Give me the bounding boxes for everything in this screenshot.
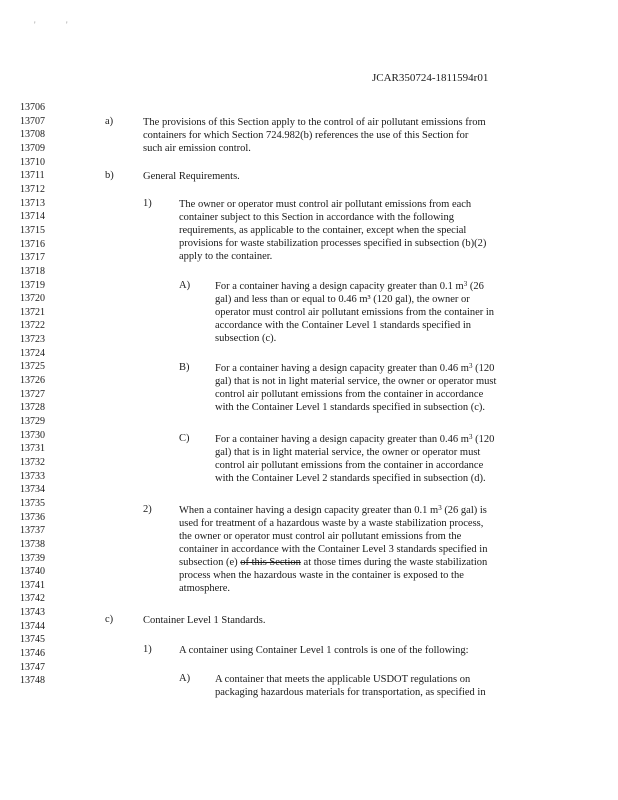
section-b2-text-line: atmosphere.: [179, 583, 231, 594]
section-b1a-text-line: gal) and less than or equal to 0.46 m³ (120 gal), the owner or: [215, 294, 470, 305]
line-number: 13737: [20, 525, 45, 537]
line-number: 13708: [20, 129, 45, 141]
line-number: 13720: [20, 293, 45, 305]
line-number: 13740: [20, 566, 45, 578]
line-number: 13728: [20, 402, 45, 414]
line-number: 13742: [20, 593, 45, 605]
section-c-label: c): [105, 614, 114, 625]
section-b1-label: 1): [143, 198, 152, 209]
line-number: 13747: [20, 661, 45, 673]
line-number: 13729: [20, 415, 45, 427]
section-a-text-line: containers for which Section 724.982(b) references the use of this Section for: [143, 130, 469, 141]
section-b1b-text-line: with the Container Level 1 standards specified in subsection (c).: [215, 402, 486, 413]
section-b1-text-line: The owner or operator must control air pollutant emissions from each: [179, 199, 472, 210]
line-number: 13711: [20, 170, 45, 182]
section-b1c-text-line: gal) that is in light material service, the owner or operator must: [215, 447, 481, 458]
section-c-title: Container Level 1 Standards.: [143, 615, 266, 626]
section-b2-text-line: When a container having a design capacity greater than 0.1 $m^3$ (26 gal) is: [179, 504, 487, 516]
line-number: 13724: [20, 347, 45, 359]
line-number: 13745: [20, 634, 45, 646]
scan-mark-left: ': [34, 20, 36, 30]
line-number: 13707: [20, 115, 45, 127]
document-id: JCAR350724-1811594r01: [372, 72, 489, 84]
line-number: 13709: [20, 142, 45, 154]
line-number: 13733: [20, 470, 45, 482]
section-b1c-text-line: with the Container Level 2 standards specified in subsection (d).: [215, 473, 486, 484]
section-b-title: General Requirements.: [143, 171, 240, 182]
line-number: 13713: [20, 197, 45, 209]
line-number: 13714: [20, 211, 45, 223]
struck-text: of this Section: [240, 557, 301, 568]
section-b1-text-line: provisions for waste stabilization processes specified in subsection (b)(2): [179, 238, 487, 249]
line-number: 13719: [20, 279, 45, 291]
section-b1a-text-line: operator must control air pollutant emissions from the container in: [215, 307, 495, 318]
section-b1b-text-line: control air pollutant emissions from the container in accordance: [215, 389, 484, 400]
section-b1c-text-line: For a container having a design capacity greater than 0.46 $m^3$ (120: [215, 433, 495, 445]
section-b1-text-line: apply to the container.: [179, 251, 273, 262]
section-b1a-text-line: accordance with the Container Level 1 standards specified in: [215, 320, 471, 331]
line-number: 13706: [20, 102, 45, 113]
line-number: 13727: [20, 388, 45, 400]
section-b1a-text-line: subsection (c).: [215, 333, 277, 344]
line-number: 13717: [20, 252, 45, 264]
section-c1a-text-line: packaging hazardous materials for transportation, as specified in: [215, 687, 486, 698]
section-c1a-label: A): [179, 673, 191, 684]
section-b1a-label: A): [179, 280, 191, 291]
section-b1c-label: C): [179, 433, 190, 444]
section-b1b-text-line: gal) that is not in light material service, the owner or operator must: [215, 376, 497, 387]
section-b1-text-line: requirements, as applicable to the container, except when the special: [179, 225, 467, 236]
line-number: 13734: [20, 484, 45, 496]
line-number: 13741: [20, 579, 45, 591]
line-number: 13726: [20, 375, 45, 386]
section-b1a-text-line: For a container having a design capacity greater than 0.1 $m^3$ (26: [215, 280, 484, 292]
section-b2-text-line: used for treatment of a hazardous waste by a waste stabilization process,: [179, 518, 484, 529]
line-number: 13715: [20, 224, 45, 236]
section-a-text-line: The provisions of this Section apply to the control of air pollutant emissions from: [143, 117, 486, 128]
section-b1-text-line: container subject to this Section in accordance with the following: [179, 212, 454, 223]
line-number: 13716: [20, 238, 45, 250]
line-number: 13712: [20, 183, 45, 195]
line-number: 13722: [20, 320, 45, 332]
section-b2-text-line: subsection (e) of this Section at those times during the waste stabilization: [179, 557, 488, 568]
line-number: 13739: [20, 552, 45, 564]
scan-mark-right: ': [66, 20, 68, 30]
line-number: 13721: [20, 306, 45, 318]
line-number: 13730: [20, 429, 45, 441]
section-a-text-line: such air emission control.: [143, 143, 251, 154]
line-number: 13736: [20, 511, 45, 523]
section-b2-text-line: the owner or operator must control air pollutant emissions from the: [179, 531, 462, 542]
section-a-label: a): [105, 116, 114, 127]
section-b1c-text-line: control air pollutant emissions from the container in accordance: [215, 460, 484, 471]
section-b2-text-line: process when the hazardous waste in the container is exposed to the: [179, 570, 464, 581]
line-number: 13748: [20, 675, 45, 687]
line-number: 13738: [20, 538, 45, 550]
section-c1a-text-line: A container that meets the applicable USDOT regulations on: [215, 674, 471, 685]
line-number: 13731: [20, 443, 45, 455]
line-number: 13735: [20, 497, 45, 509]
line-number: 13725: [20, 361, 45, 373]
line-number: 13746: [20, 648, 45, 659]
section-c1-label: 1): [143, 644, 152, 655]
section-b2-label: 2): [143, 504, 152, 515]
line-number: 13718: [20, 265, 45, 277]
line-number: 13743: [20, 607, 45, 618]
section-c1-text: A container using Container Level 1 controls is one of the following:: [179, 645, 469, 656]
line-number: 13710: [20, 156, 45, 168]
section-b-label: b): [105, 170, 114, 181]
line-number: 13723: [20, 334, 45, 346]
line-number: 13744: [20, 620, 45, 632]
section-b2-text-line: container in accordance with the Container Level 3 standards specified in: [179, 544, 488, 555]
section-b1b-label: B): [179, 362, 190, 373]
line-number: 13732: [20, 456, 45, 468]
section-b1b-text-line: For a container having a design capacity greater than 0.46 $m^3$ (120: [215, 362, 495, 374]
